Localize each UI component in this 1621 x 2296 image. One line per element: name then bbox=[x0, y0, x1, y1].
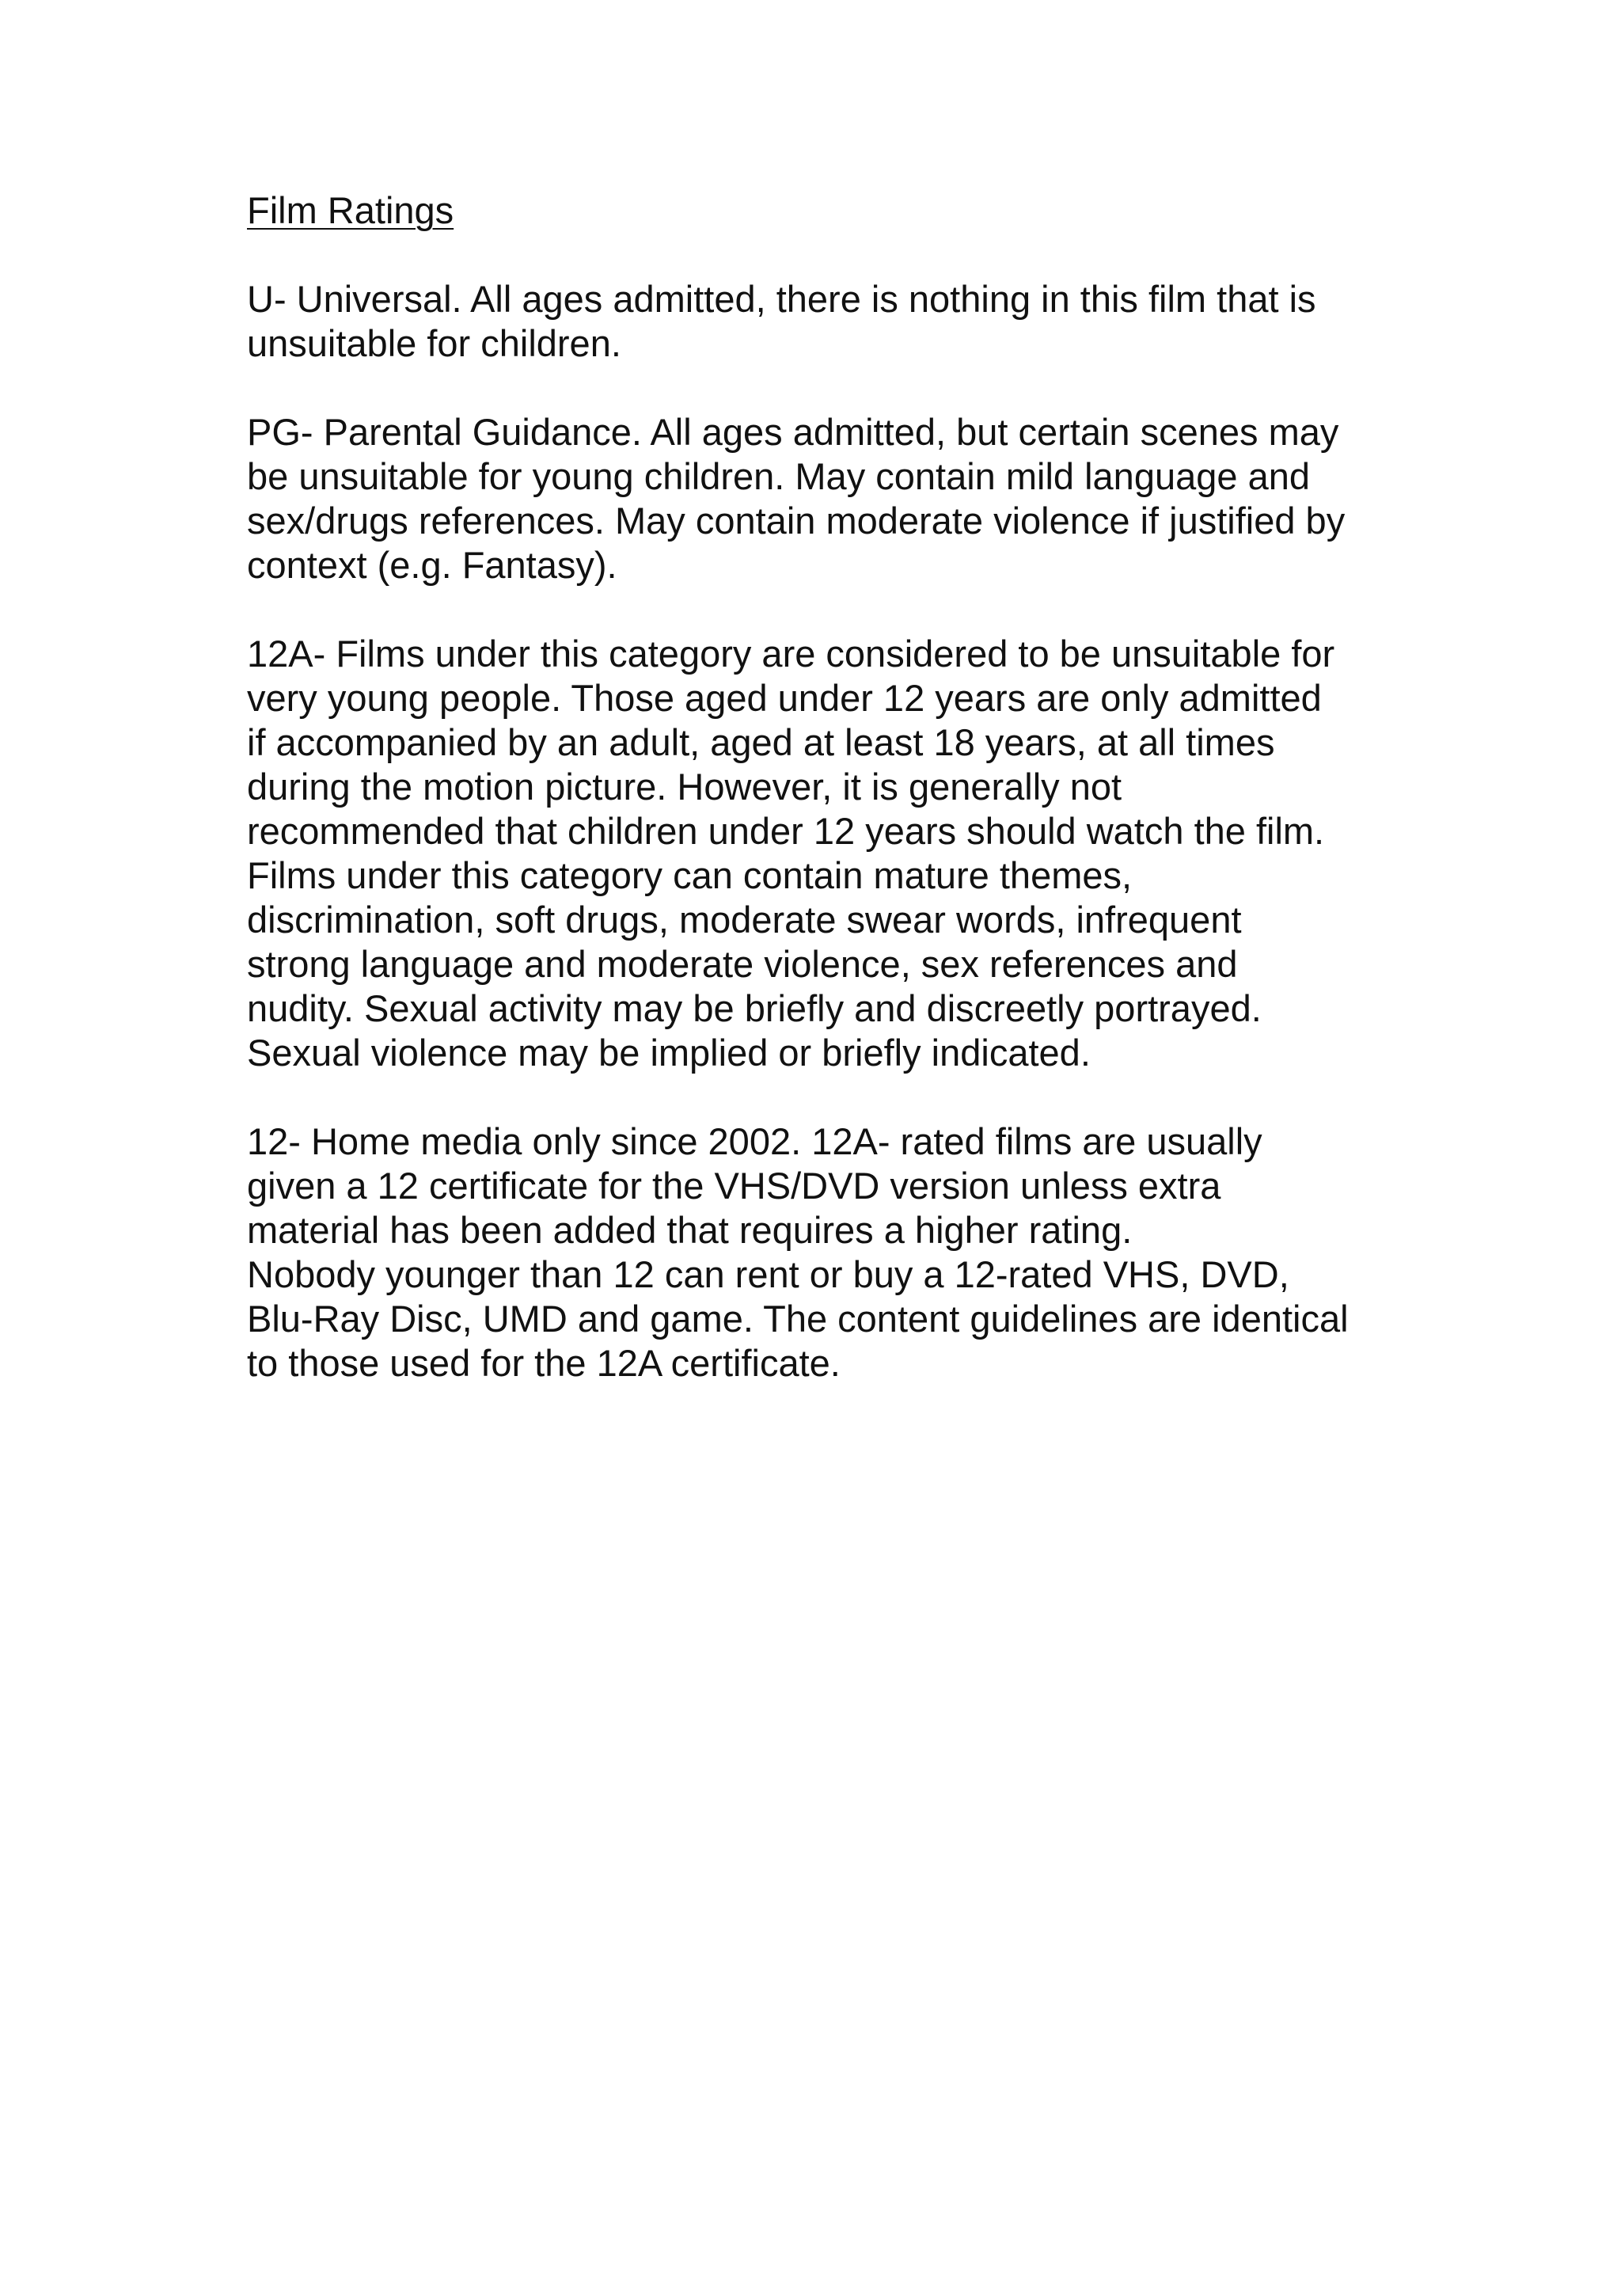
text-line: Films under this category can contain mature themes, bbox=[247, 854, 1133, 896]
text-line: given a 12 certificate for the VHS/DVD version unless extra bbox=[247, 1165, 1221, 1207]
text-line: be unsuitable for young children. May contain mild language and bbox=[247, 455, 1310, 497]
text-line: discrimination, soft drugs, moderate swear words, infrequent bbox=[247, 899, 1242, 941]
rating-u-paragraph bbox=[247, 277, 1395, 366]
text-line: material has been added that requires a higher rating. bbox=[247, 1209, 1133, 1251]
text-line: U- Universal. All ages admitted, there is nothing in this film that is bbox=[247, 278, 1316, 320]
text-line: Sexual violence may be implied or briefly indicated. bbox=[247, 1032, 1091, 1074]
text-line: if accompanied by an adult, aged at least 18 years, at all times bbox=[247, 721, 1275, 763]
text-line: 12- Home media only since 2002. 12A- rated films are usually bbox=[247, 1120, 1262, 1162]
text-line: recommended that children under 12 years should watch the film. bbox=[247, 810, 1325, 852]
text-line: PG- Parental Guidance. All ages admitted, but certain scenes may bbox=[247, 411, 1339, 453]
text-line: Blu-Ray Disc, UMD and game. The content guidelines are identical bbox=[247, 1298, 1349, 1340]
text-line: very young people. Those aged under 12 years are only admitted bbox=[247, 677, 1322, 719]
text-line: nudity. Sexual activity may be briefly and discreetly portrayed. bbox=[247, 987, 1262, 1029]
text-line: unsuitable for children. bbox=[247, 322, 621, 364]
document-body bbox=[247, 188, 1395, 1430]
text-line: during the motion picture. However, it is generally not bbox=[247, 766, 1122, 808]
rating-12-paragraph bbox=[247, 1119, 1395, 1386]
page-title: Film Ratings bbox=[247, 189, 454, 231]
text-line: Nobody younger than 12 can rent or buy a 12-rated VHS, DVD, bbox=[247, 1253, 1289, 1295]
rating-12a-paragraph bbox=[247, 632, 1395, 1075]
rating-pg-paragraph bbox=[247, 410, 1395, 587]
text-line: sex/drugs references. May contain moderate violence if justified by bbox=[247, 500, 1346, 542]
text-line: to those used for the 12A certificate. bbox=[247, 1342, 841, 1384]
text-line: 12A- Films under this category are considered to be unsuitable for bbox=[247, 633, 1335, 675]
text-line: context (e.g. Fantasy). bbox=[247, 544, 617, 586]
text-line: strong language and moderate violence, sex references and bbox=[247, 943, 1238, 985]
